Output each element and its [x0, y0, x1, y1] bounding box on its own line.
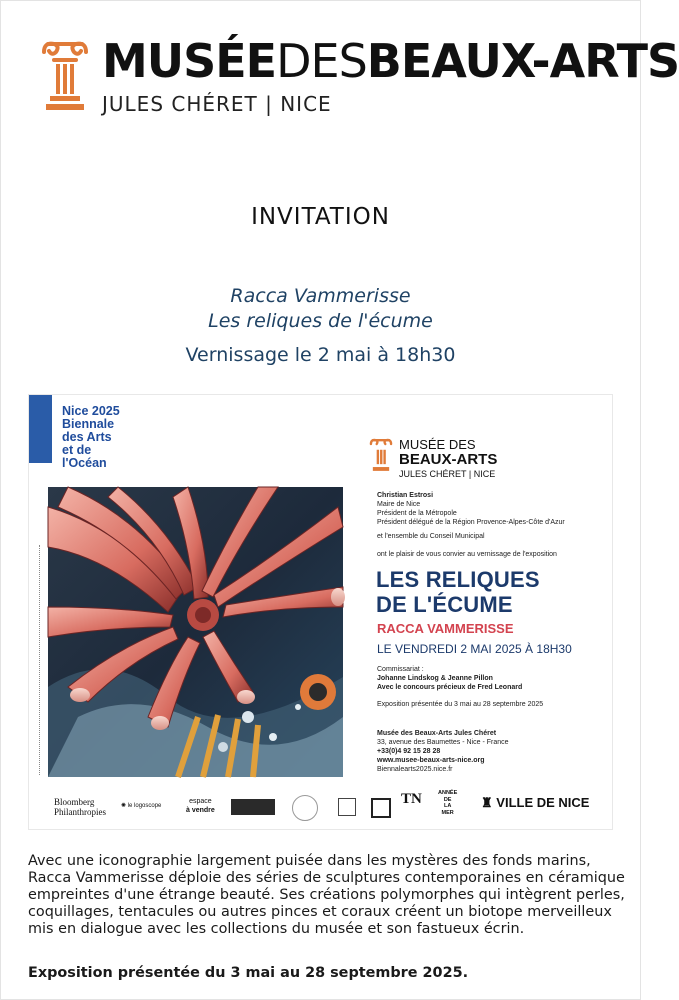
sponsor-logoscope: ✺ le logoscope	[121, 803, 162, 809]
invitation-heading: INVITATION	[251, 204, 390, 230]
column-capital-icon	[40, 38, 90, 116]
museum-title: MUSÉEDESBEAUX-ARTS	[102, 34, 679, 88]
biennale-label: Nice 2025 Biennale des Arts et de l'Océan	[62, 404, 120, 470]
sponsor-annee-de-la-mer: ANNÉE DE LA MER	[438, 790, 458, 816]
artwork-photo	[48, 487, 343, 777]
sponsor-logos	[51, 790, 596, 823]
sponsor-espace: espace à vendre	[186, 798, 215, 814]
museum-phone: +33(0)4 92 15 28 28	[377, 748, 441, 755]
host-role: Président de la Métropole	[377, 510, 457, 517]
sponsor-tn-logo: TN	[401, 791, 422, 807]
curators: Johanne Lindskog & Jeanne Pillon	[377, 675, 493, 682]
museum-logo[interactable]	[40, 34, 679, 128]
poster-artist: RACCA VAMMERISSE	[377, 621, 514, 636]
sponsor-dark-logo	[231, 799, 275, 815]
museum-name: Musée des Beaux-Arts Jules Chéret	[377, 730, 497, 737]
council-line: et l'ensemble du Conseil Municipal	[377, 533, 485, 540]
sponsor-square-logo	[338, 798, 356, 816]
host-role: Président délégué de la Région Provence-Alpes-Côte d'Azur	[377, 519, 565, 526]
museum-subtitle: JULES CHÉRET | NICE	[102, 92, 332, 116]
exhibition-dates: Exposition présentée du 3 mai au 28 septembre 2025.	[28, 965, 469, 981]
sponsor-frame-logo	[371, 798, 391, 818]
artist-name: Racca Vammerisse	[230, 285, 411, 307]
poster-date: LE VENDREDI 2 MAI 2025 À 18H30	[377, 642, 572, 656]
exhibition-description: Avec une iconographie largement puisée dans les mystères des fonds marins, Racca Vammerisse déploie des séries de sculptures contemporaines en céramique empreintes d'une étrange beauté. Ses créations polymorphes qui intègrent perles, coquillages, tentacules ou autres pinces et coraux créent un biotope merveilleux mis en dialogue avec les collections du musée et son fastueux écrin.	[28, 853, 625, 937]
host-name: Christian Estrosi	[377, 492, 434, 499]
biennale-bar	[29, 395, 52, 463]
exhibition-title: Les reliques de l'écume	[208, 310, 433, 332]
star-icon: ✺	[121, 803, 127, 809]
curation-label: Commissariat :	[377, 666, 424, 673]
eagle-crest-icon: ♜	[481, 795, 493, 810]
vernissage-date: Vernissage le 2 mai à 18h30	[185, 344, 456, 366]
poster-museum-logo: MUSÉE DES BEAUX-ARTS JULES CHÉRET | NICE	[369, 437, 519, 485]
host-role: Maire de Nice	[377, 501, 421, 508]
sponsor-ville-de-nice: ♜ VILLE DE NICE	[481, 795, 590, 810]
poster-exhibition-title: LES RELIQUES DE L'ÉCUME	[376, 567, 540, 617]
museum-address: 33, avenue des Baumettes - Nice - France	[377, 739, 509, 746]
sponsor-round-seal	[292, 795, 318, 821]
invite-line: ont le plaisir de vous convier au vernissage de l'exposition	[377, 551, 557, 558]
sponsor-bloomberg: Bloomberg Philanthropies	[54, 797, 106, 817]
support-line: Avec le concours précieux de Fred Leonard	[377, 684, 523, 691]
poster-dates: Exposition présentée du 3 mai au 28 septembre 2025	[377, 701, 544, 708]
museum-website[interactable]: www.musee-beaux-arts-nice.org	[377, 757, 485, 764]
invitation-poster[interactable]	[28, 394, 613, 830]
biennale-website[interactable]: Biennalearts2025.nice.fr	[377, 766, 453, 773]
photo-credit-line	[39, 545, 46, 775]
column-capital-icon	[369, 437, 393, 475]
